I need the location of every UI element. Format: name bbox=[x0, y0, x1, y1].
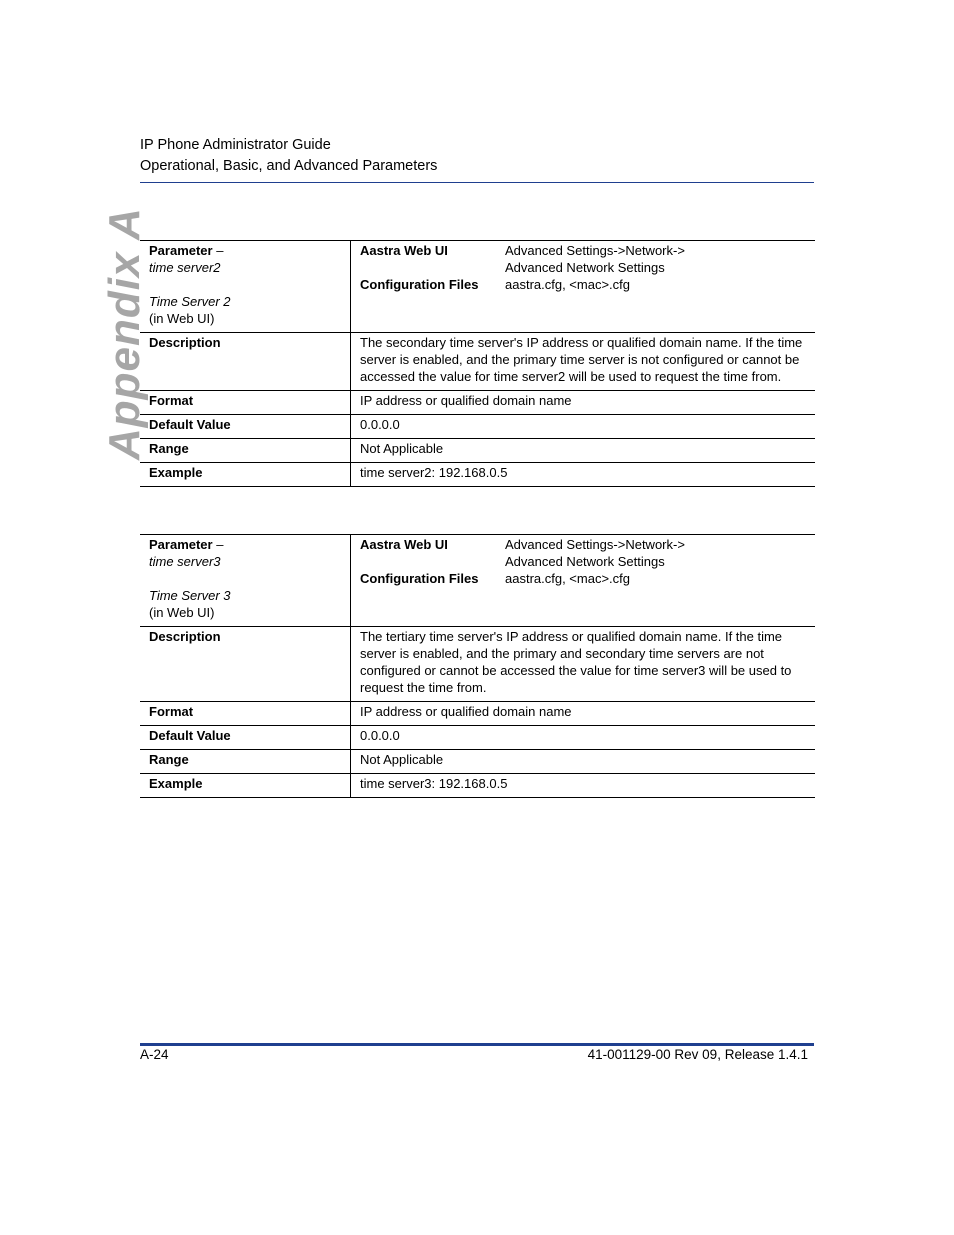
param-dash: – bbox=[212, 537, 224, 552]
default-value: 0.0.0.0 bbox=[351, 415, 816, 439]
page-number: A-24 bbox=[140, 1047, 169, 1062]
description-label: Description bbox=[140, 627, 351, 702]
param-name: time server3 bbox=[149, 554, 221, 569]
in-web-ui-note: (in Web UI) bbox=[149, 311, 215, 326]
format-value: IP address or qualified domain name bbox=[351, 702, 816, 726]
default-value: 0.0.0.0 bbox=[351, 726, 816, 750]
default-label: Default Value bbox=[140, 726, 351, 750]
config-files-label: Configuration Files bbox=[360, 571, 479, 586]
header-title: IP Phone Administrator Guide bbox=[140, 137, 331, 153]
web-ui-path-2: Advanced Network Settings bbox=[505, 260, 665, 275]
example-value: time server2: 192.168.0.5 bbox=[351, 463, 816, 487]
web-ui-name: Time Server 2 bbox=[149, 294, 231, 309]
table-row bbox=[140, 439, 815, 463]
table-row bbox=[140, 415, 815, 439]
range-label: Range bbox=[140, 439, 351, 463]
web-ui-path-2: Advanced Network Settings bbox=[505, 554, 665, 569]
param-table-time-server3 bbox=[140, 534, 815, 798]
format-value: IP address or qualified domain name bbox=[351, 391, 816, 415]
table-row bbox=[140, 391, 815, 415]
web-ui-label: Aastra Web UI bbox=[360, 243, 448, 258]
format-label: Format bbox=[140, 702, 351, 726]
description-value: The tertiary time server's IP address or qualified domain name. If the time server is enabled, and the primary and secondary time servers are not configured or cannot be accessed the value for time server3 will be used to request the time from. bbox=[351, 627, 816, 702]
config-files-label: Configuration Files bbox=[360, 277, 479, 292]
param-label: Parameter bbox=[149, 537, 213, 552]
table-row bbox=[140, 702, 815, 726]
example-label: Example bbox=[140, 774, 351, 798]
format-label: Format bbox=[140, 391, 351, 415]
table-row bbox=[140, 627, 815, 702]
header-subtitle: Operational, Basic, and Advanced Parameters bbox=[140, 158, 438, 174]
table-row bbox=[140, 774, 815, 798]
table-row bbox=[140, 726, 815, 750]
web-ui-label: Aastra Web UI bbox=[360, 537, 448, 552]
description-label: Description bbox=[140, 333, 351, 391]
param-name: time server2 bbox=[149, 260, 221, 275]
document-revision: 41-001129-00 Rev 09, Release 1.4.1 bbox=[587, 1047, 808, 1062]
param-cell bbox=[140, 241, 351, 333]
range-value: Not Applicable bbox=[351, 750, 816, 774]
example-label: Example bbox=[140, 463, 351, 487]
range-value: Not Applicable bbox=[351, 439, 816, 463]
table-row bbox=[140, 333, 815, 391]
table-row bbox=[140, 535, 815, 627]
config-files-value: aastra.cfg, <mac>.cfg bbox=[505, 571, 631, 586]
appendix-sidebar-label: Appendix A bbox=[100, 207, 149, 460]
config-files-value: aastra.cfg, <mac>.cfg bbox=[505, 277, 631, 292]
in-web-ui-note: (in Web UI) bbox=[149, 605, 215, 620]
table-row bbox=[140, 241, 815, 333]
param-cell bbox=[140, 535, 351, 627]
header-divider bbox=[140, 182, 814, 183]
default-label: Default Value bbox=[140, 415, 351, 439]
web-ui-name: Time Server 3 bbox=[149, 588, 231, 603]
description-value: The secondary time server's IP address or qualified domain name. If the time server is enabled, and the primary time server is not configured or cannot be accessed the value for time server2 will be used to request the time from. bbox=[351, 333, 816, 391]
table-row bbox=[140, 463, 815, 487]
param-label: Parameter bbox=[149, 243, 213, 258]
range-label: Range bbox=[140, 750, 351, 774]
footer-divider bbox=[140, 1043, 814, 1046]
example-value: time server3: 192.168.0.5 bbox=[351, 774, 816, 798]
location-cell bbox=[351, 535, 816, 627]
table-row bbox=[140, 750, 815, 774]
web-ui-path-1: Advanced Settings->Network-> bbox=[505, 537, 685, 552]
param-dash: – bbox=[212, 243, 224, 258]
web-ui-path-1: Advanced Settings->Network-> bbox=[505, 243, 685, 258]
param-table-time-server2 bbox=[140, 240, 815, 487]
location-cell bbox=[351, 241, 816, 333]
